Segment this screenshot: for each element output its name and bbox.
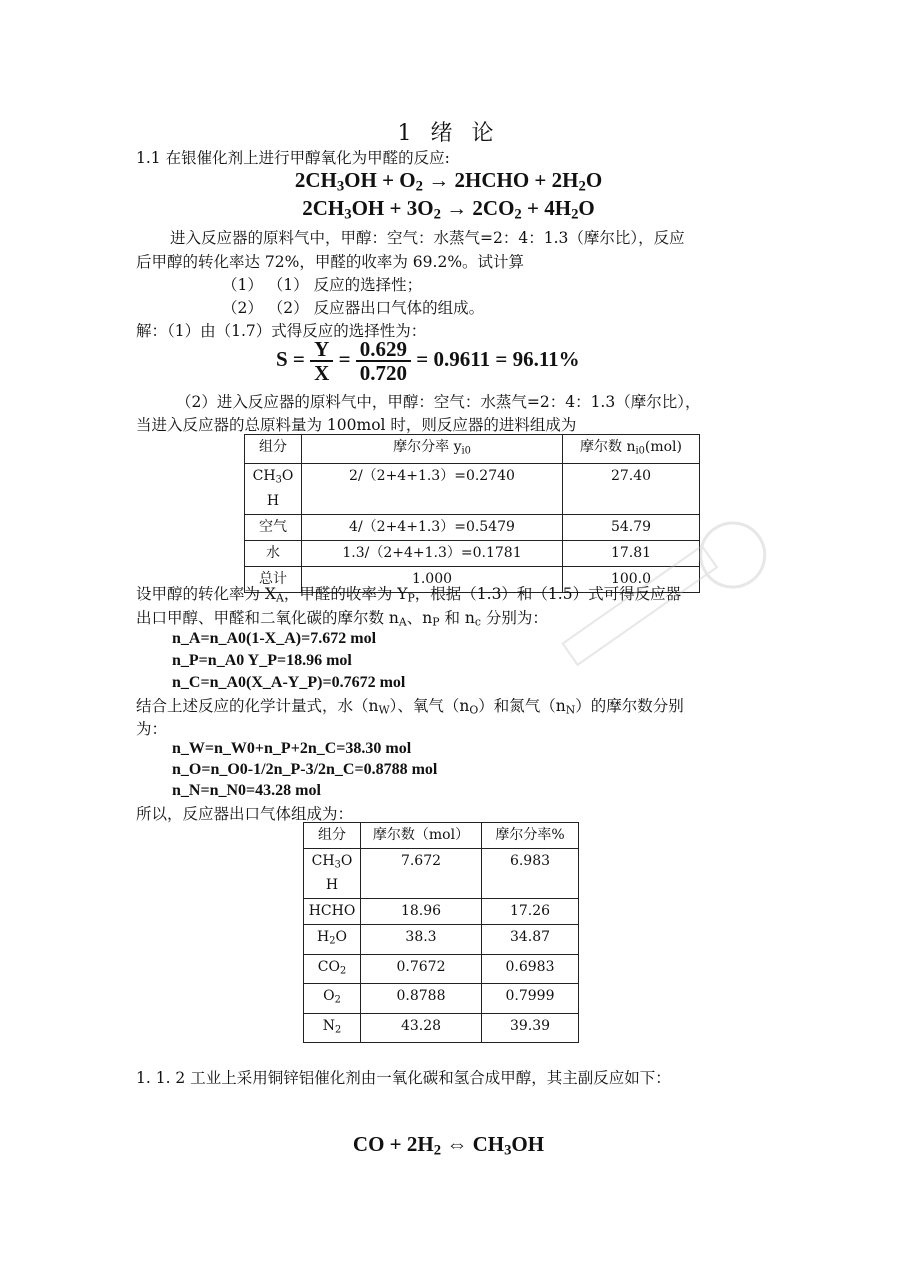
table-cell: 34.87: [482, 925, 579, 954]
table-row: [304, 823, 579, 849]
table-row: [304, 925, 579, 954]
table-cell: 27.40: [563, 464, 700, 514]
table-row: [304, 899, 579, 925]
page-title: 1 绪 论: [397, 121, 500, 146]
table-cell: HCHO: [304, 899, 361, 925]
table-cell: 18.96: [361, 899, 482, 925]
reaction-equation-3: CO + $2H_2$ ⇔ $CH_3OH$: [352, 1132, 545, 1159]
table-cell: 6.983: [482, 849, 579, 899]
table-cell: $H_2O$: [304, 925, 361, 954]
table-cell: 4/（2+4+1.3）=0.5479: [302, 514, 563, 540]
table-cell: 0.7672: [361, 954, 482, 983]
table-header: 摩尔分率%: [482, 823, 579, 849]
table-cell: 0.8788: [361, 984, 482, 1013]
table-cell: $O_2$: [304, 984, 361, 1013]
paragraph-3-line-2: 出口甲醇、甲醛和二氧化碳的摩尔数 $n_A$、$n_P$ 和 $n_c$ 分别为：: [136, 609, 548, 629]
table-cell: 43.28: [361, 1013, 482, 1042]
table-cell: 54.79: [563, 514, 700, 540]
question-2: （2） （2） 反应器出口气体的组成。: [222, 299, 485, 317]
question-1: （1） （1） 反应的选择性；: [222, 276, 423, 294]
formula-nP: n_P=n_A0 Y_P=18.96 mol: [172, 652, 352, 669]
table-row: [304, 984, 579, 1013]
solution-part-1: 解：（1）由（1.7）式得反应的选择性为：: [136, 322, 427, 340]
solution-part-2-line-1: （2）进入反应器的原料气中，甲醇：空气：水蒸气=2：4：1.3（摩尔比），: [176, 393, 701, 411]
formula-nA: n_A=n_A0(1-X_A)=7.672 mol: [172, 630, 377, 647]
table-header: 摩尔数 $n_{i0}(mol)$: [563, 435, 700, 464]
table-cell: 0.6983: [482, 954, 579, 983]
problem-text-line-2: 后甲醇的转化率达 72%，甲醛的收率为 69.2%。试计算: [136, 253, 525, 271]
watermark-stamp: [540, 520, 800, 690]
reaction-equation-2: $2CH_3OH + 3O_2 \to 2CO_2 + 4H_2O$: [302, 196, 595, 223]
selectivity-equation: S = $\frac{Y}{X}$ = $\frac{0.629}{0.720}$ = 0.9611 = 96.11%: [276, 337, 580, 385]
table-cell: $N_2$: [304, 1013, 361, 1042]
table-cell: 7.672: [361, 849, 482, 899]
table-cell: 39.39: [482, 1013, 579, 1042]
table-cell: 空气: [245, 514, 302, 540]
formula-nW: n_W=n_W0+n_P+2n_C=38.30 mol: [172, 740, 412, 757]
table-cell: 38.3: [361, 925, 482, 954]
problem-text-line-1: 进入反应器的原料气中，甲醇：空气：水蒸气=2：4：1.3（摩尔比），反应: [170, 229, 685, 247]
table-row: [245, 464, 700, 514]
table-row: [245, 435, 700, 464]
table-cell: $CH_3O$ H: [245, 464, 302, 514]
table-cell: 水: [245, 540, 302, 566]
table-row: [304, 849, 579, 899]
table-header: 摩尔数（mol）: [361, 823, 482, 849]
formula-nO: n_O=n_O0-1/2n_P-3/2n_C=0.8788 mol: [172, 761, 438, 778]
formula-nC: n_C=n_A0(X_A-Y_P)=0.7672 mol: [172, 674, 406, 691]
table-cell: $CO_2$: [304, 954, 361, 983]
table-header: 摩尔分率 $y_{i0}$: [302, 435, 563, 464]
solution-part-2-line-2: 当进入反应器的总原料量为 100mol 时，则反应器的进料组成为: [136, 416, 577, 434]
table-cell: 1.000: [302, 566, 563, 592]
table-row: [304, 1013, 579, 1042]
table-cell: 0.7999: [482, 984, 579, 1013]
table-cell: 17.26: [482, 899, 579, 925]
table-cell: 1.3/（2+4+1.3）=0.1781: [302, 540, 563, 566]
formula-nN: n_N=n_N0=43.28 mol: [172, 782, 321, 799]
paragraph-3-line-1: 设甲醇的转化率为 $X_A$，甲醛的收率为 $Y_P$，根据（1.3）和（1.5）式可得反应器: [136, 585, 682, 605]
reaction-equation-1: $2CH_3OH + O_2$ → 2HCHO + $2H_2O$: [294, 168, 603, 195]
outlet-composition-table: [303, 822, 579, 1043]
problem-1-1-intro: 1.1 在银催化剂上进行甲醇氧化为甲醛的反应:: [136, 149, 450, 167]
paragraph-4-line-1: 结合上述反应的化学计量式，水$(n_W)$、氧气$(n_O)$和氮气$(n_N)$的摩尔数分别: [136, 697, 684, 717]
problem-1-1-2: 1. 1. 2 工业上采用铜锌铝催化剂由一氧化碳和氢合成甲醇，其主副反应如下：: [136, 1069, 671, 1087]
table-header: 组分: [245, 435, 302, 464]
paragraph-4-line-2: 为：: [136, 720, 168, 738]
table-cell: 总计: [245, 566, 302, 592]
table-header: 组分: [304, 823, 361, 849]
table-cell: 100.0: [563, 566, 700, 592]
table-cell: $CH_3O$ H: [304, 849, 361, 899]
table-row: [304, 954, 579, 983]
paragraph-5: 所以，反应器出口气体组成为：: [136, 805, 354, 823]
table-cell: 2/（2+4+1.3）=0.2740: [302, 464, 563, 514]
table-cell: 17.81: [563, 540, 700, 566]
